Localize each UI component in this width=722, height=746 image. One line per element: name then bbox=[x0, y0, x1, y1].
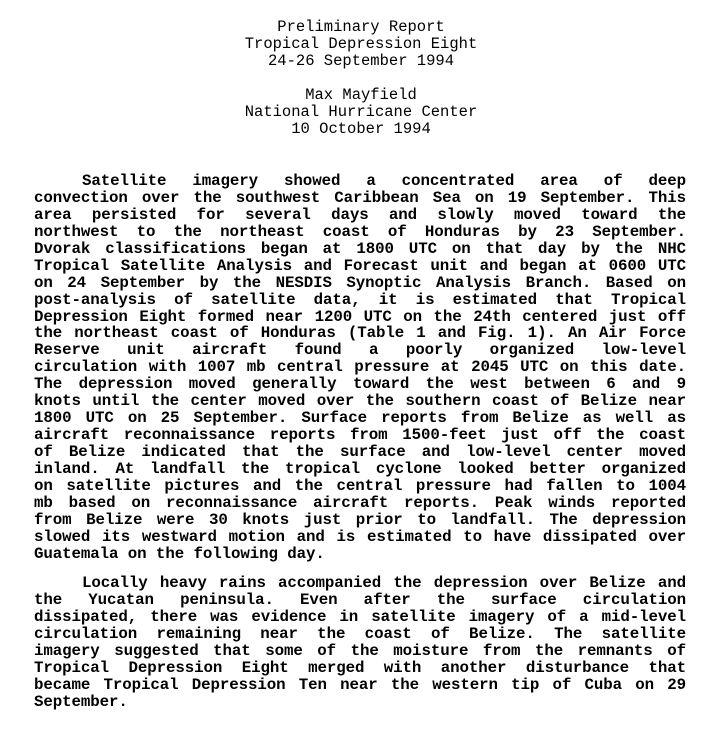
text-line: became Tropical Depression Ten near the western tip of Cuba on 29 bbox=[34, 675, 686, 694]
text-line: circulation with 1007 mb central pressure at 2045 UTC on this date. bbox=[34, 358, 686, 377]
storm-name: Tropical Depression Eight bbox=[244, 35, 478, 53]
text-line: September. bbox=[34, 692, 128, 711]
text-line: knots until the center moved over the southern coast of Belize near bbox=[34, 392, 686, 411]
text-line: on 24 September by the NESDIS Synoptic Analysis Branch. Based on bbox=[34, 273, 686, 292]
text-line: mb based on reconnaissance aircraft reports. Peak winds reported bbox=[34, 493, 686, 512]
text-line: on satellite pictures and the central pressure had fallen to 1004 bbox=[34, 476, 686, 495]
text-line: Dvorak classifications began at 1800 UTC on that day by the NHC bbox=[34, 239, 686, 258]
text-line: Tropical Depression Eight merged with another disturbance that bbox=[34, 658, 686, 677]
text-line: Locally heavy rains accompanied the depression over Belize and bbox=[82, 574, 686, 592]
text-line: inland. At landfall the tropical cyclone looked better organized bbox=[34, 459, 686, 478]
text-line: aircraft reconnaissance reports from 1500-feet just off the coast bbox=[34, 426, 686, 445]
text-line: Reserve unit aircraft found a poorly organized low-level bbox=[34, 341, 686, 360]
text-line: of Belize indicated that the surface and low-level center moved bbox=[34, 443, 686, 461]
text-line: from Belize were 30 knots just prior to landfall. The depression bbox=[34, 510, 686, 529]
text-line: the northeast coast of Honduras (Table 1 and Fig. 1). An Air Force bbox=[34, 324, 686, 343]
text-line: The depression moved generally toward the west between 6 and 9 bbox=[34, 375, 686, 394]
report-date: 10 October 1994 bbox=[291, 120, 431, 138]
text-line: the Yucatan peninsula. Even after the surface circulation bbox=[34, 590, 686, 609]
text-line: Guatemala on the following day. bbox=[34, 544, 325, 563]
text-line: post-analysis of satellite data, it is estimated that Tropical bbox=[34, 290, 686, 309]
organization: National Hurricane Center bbox=[244, 103, 478, 121]
paragraph-synoptic-history bbox=[34, 173, 686, 563]
text-line: area persisted for several days and slowly moved toward the bbox=[34, 205, 686, 224]
text-line: slowed its westward motion and is estimated to have dissipated over bbox=[34, 527, 686, 546]
text-line: Depression Eight formed near 1200 UTC on the 24th centered just off bbox=[34, 307, 686, 326]
text-line: 1800 UTC on 25 September. Surface reports from Belize as well as bbox=[34, 409, 686, 428]
text-line: northwest to the northeast coast of Honduras by 23 September. bbox=[34, 222, 686, 241]
text-line: convection over the southwest Caribbean Sea on 19 September. This bbox=[34, 188, 686, 207]
storm-dates: 24-26 September 1994 bbox=[267, 52, 455, 70]
report-title: Preliminary Report bbox=[277, 18, 445, 36]
paragraph-rainfall bbox=[34, 575, 686, 711]
text-line: Satellite imagery showed a concentrated area of deep bbox=[82, 172, 686, 190]
text-line: Tropical Satellite Analysis and Forecast unit and began at 0600 UTC bbox=[34, 256, 686, 275]
text-line: circulation remaining near the coast of Belize. The satellite bbox=[34, 624, 686, 643]
text-line: imagery suggested that some of the moisture from the remnants of bbox=[34, 641, 686, 660]
author-name: Max Mayfield bbox=[305, 86, 417, 104]
text-line: dissipated, there was evidence in satellite imagery of a mid-level bbox=[34, 607, 686, 626]
